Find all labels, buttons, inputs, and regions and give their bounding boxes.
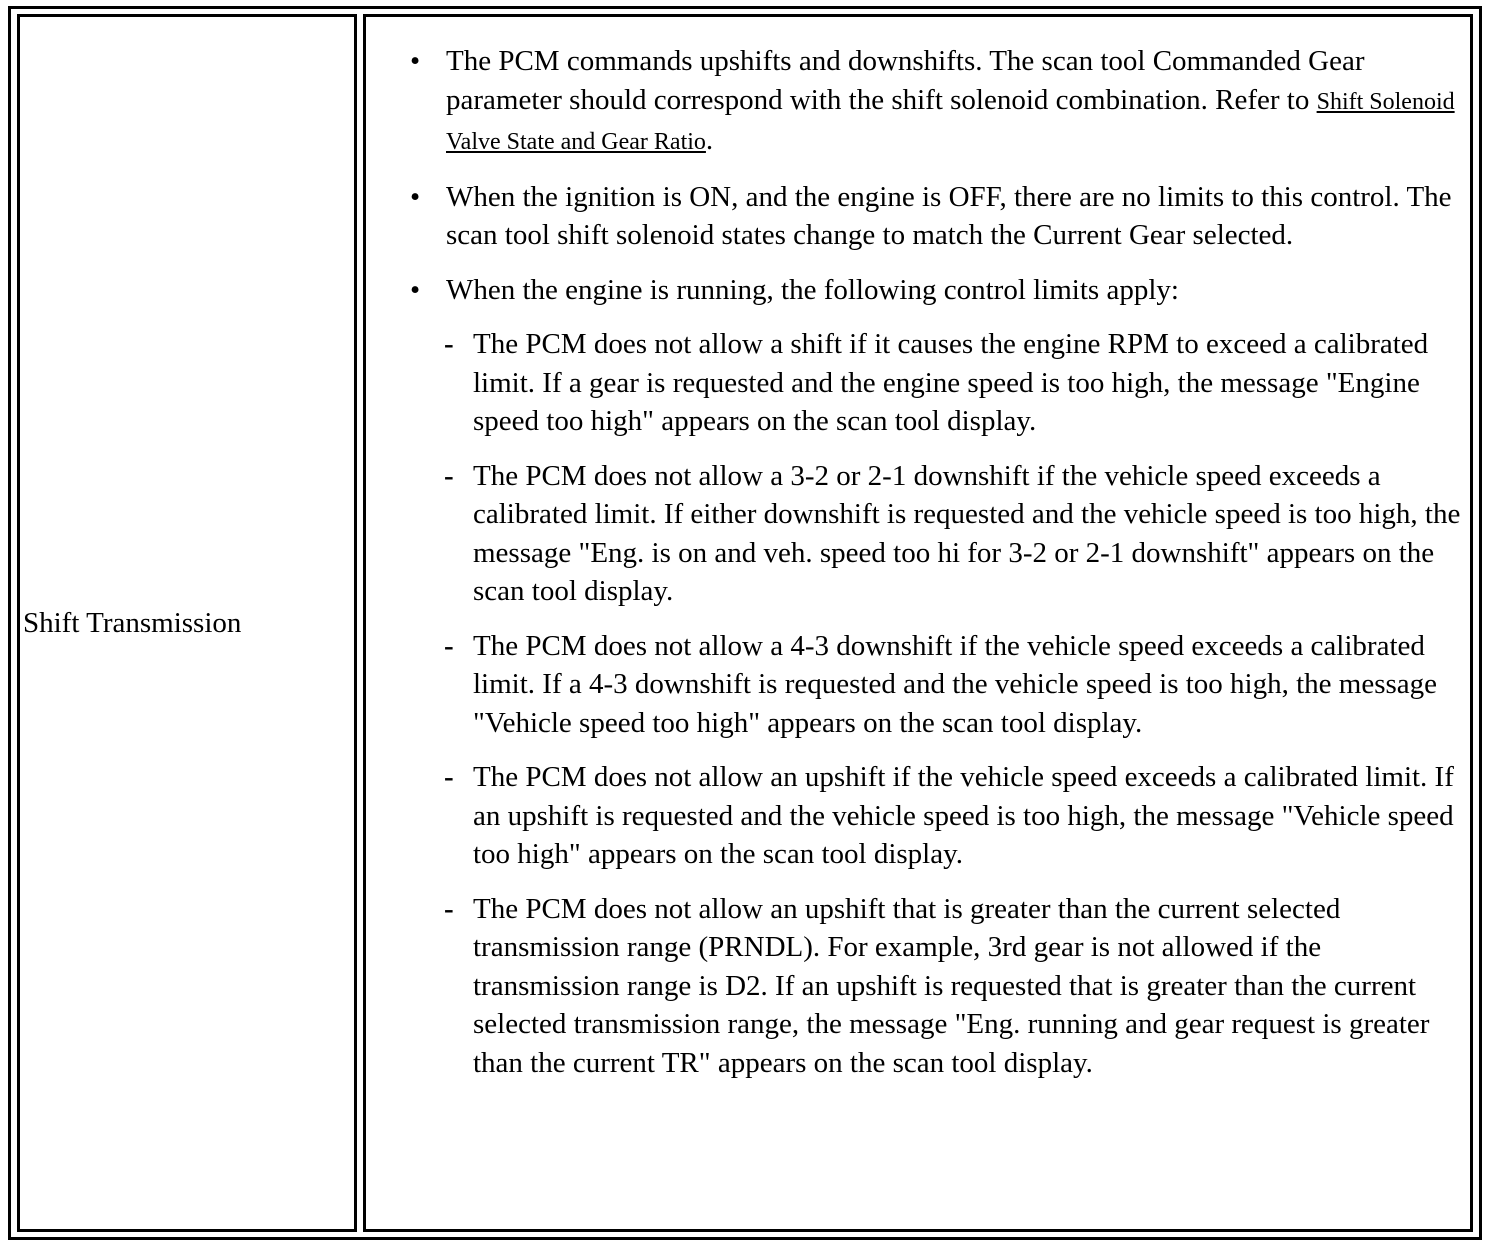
sub-list-item bbox=[366, 457, 1470, 611]
sub-list-item bbox=[366, 758, 1470, 874]
sub-list-text: The PCM does not allow a 4-3 downshift if the vehicle speed exceeds a calibrated limit. If a 4-3 downshift is requested and the vehicle speed is too high, the message "Vehicle speed too high" appears on the scan tool display. bbox=[473, 629, 1438, 739]
bullet-text: When the engine is running, the following control limits apply: bbox=[446, 273, 1179, 306]
control-name-cell bbox=[17, 14, 357, 1232]
bullet-mark: • bbox=[410, 180, 421, 213]
dash-mark: - bbox=[444, 761, 454, 793]
control-name: Shift Transmission bbox=[23, 606, 242, 639]
dash-mark: - bbox=[444, 328, 454, 360]
dash-mark: - bbox=[444, 629, 454, 662]
shift-solenoid-valve-link[interactable]: Shift Solenoid Valve State and Gear Ratio bbox=[446, 88, 1455, 155]
sub-list-text: The PCM does not allow a 3-2 or 2-1 downshift if the vehicle speed exceeds a calibrated limit. If either downshift is requested and the vehicle speed is too high, the message "Eng. is on and veh. speed too hi for 3-2 or 2-1 downshift" appears on the scan tool display. bbox=[473, 459, 1461, 607]
sub-list-text: The PCM does not allow an upshift if the vehicle speed exceeds a calibrated limit. If an upshift is requested and the vehicle speed is too high, the message "Vehicle speed too high" appears on the scan tool display. bbox=[473, 761, 1454, 870]
control-description-cell bbox=[363, 14, 1473, 1232]
dash-mark: - bbox=[444, 459, 454, 492]
bullet-item bbox=[366, 178, 1470, 255]
sub-list-text: The PCM does not allow an upshift that is greater than the current selected transmission range (PRNDL). For example, 3rd gear is not allowed if the transmission range is D2. If an upshift is requested that is greater than the current selected transmission range, the message "Eng. running and gear request is greater than the current TR" appears on the scan tool display. bbox=[473, 892, 1430, 1079]
bullet-item bbox=[366, 42, 1470, 162]
sub-list-item bbox=[366, 890, 1470, 1083]
control-table bbox=[8, 6, 1482, 1240]
bullet-item bbox=[366, 271, 1470, 310]
dash-mark: - bbox=[444, 892, 454, 925]
sub-list-item bbox=[366, 325, 1470, 441]
sub-list-item bbox=[366, 627, 1470, 743]
sub-list-text: The PCM does not allow a shift if it causes the engine RPM to exceed a calibrated limit. If a gear is requested and the engine speed is too high, the message "Engine speed too high" appears on the scan tool display. bbox=[473, 328, 1429, 437]
control-description bbox=[366, 17, 1470, 1082]
bullet-mark: • bbox=[410, 273, 421, 306]
bullet-text-end: . bbox=[705, 124, 714, 156]
bullet-mark: • bbox=[410, 45, 421, 77]
bullet-text: When the ignition is ON, and the engine is OFF, there are no limits to this control. The scan tool shift solenoid states change to match the Current Gear selected. bbox=[446, 180, 1452, 251]
bullet-text: The PCM commands upshifts and downshifts. The scan tool Commanded Gear parameter should correspond with the shift solenoid combination. Refer to bbox=[446, 45, 1365, 116]
